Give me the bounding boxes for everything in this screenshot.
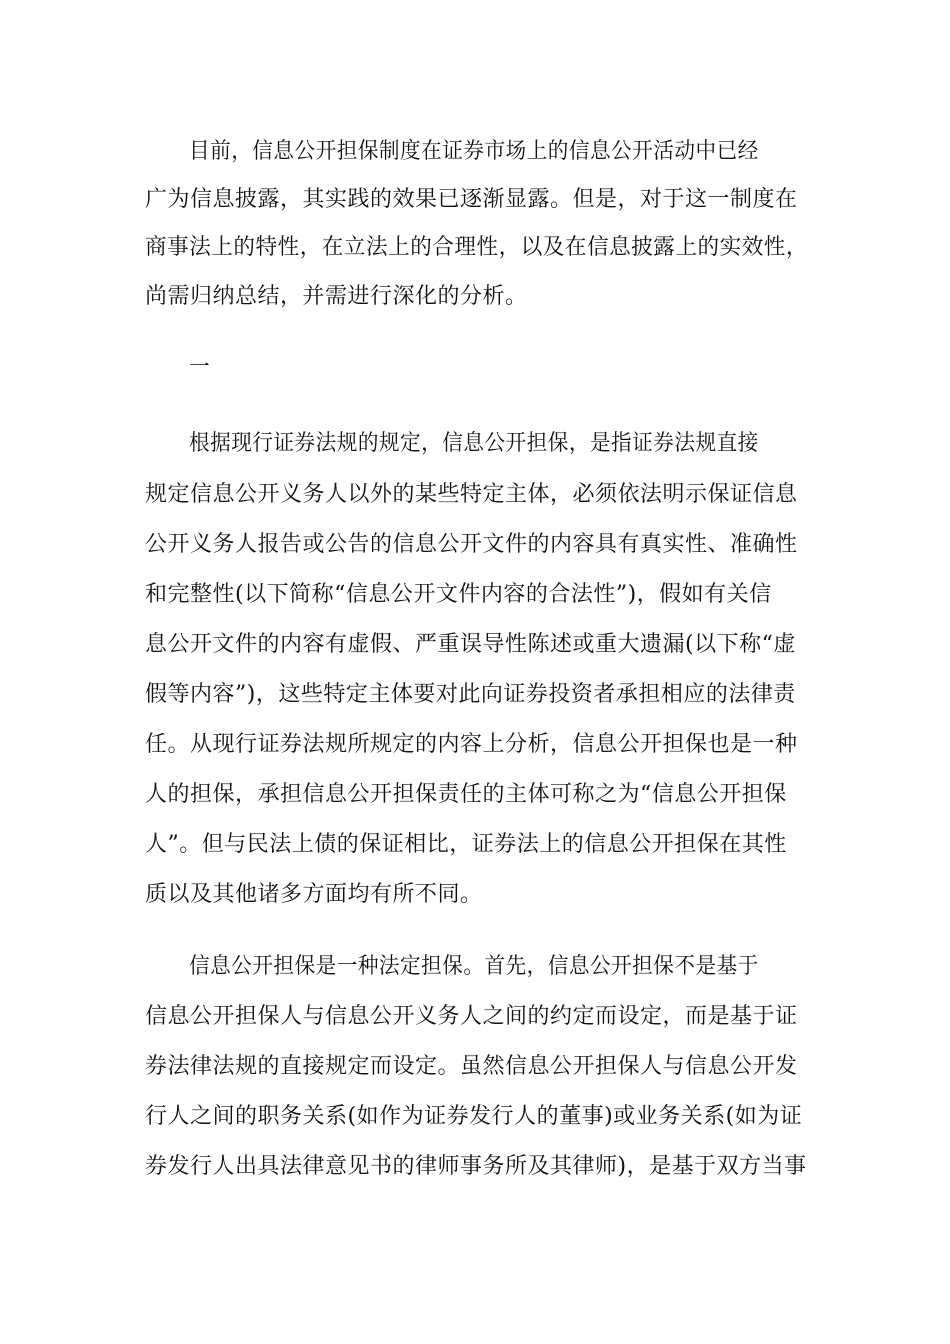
paragraph-2-line-4: 和完整性(以下简称“信息公开文件内容的合法性”)，假如有关信 <box>145 582 772 607</box>
paragraph-2-line-7: 任。从现行证券法规所规定的内容上分析，信息公开担保也是一种 <box>145 732 798 757</box>
paragraph-2-line-10: 质以及其他诸多方面均有所不同。 <box>145 882 483 907</box>
paragraph-3-line-3: 券法律法规的直接规定而设定。虽然信息公开担保人与信息公开发 <box>145 1054 798 1079</box>
paragraph-3-line-1: 信息公开担保是一种法定担保。首先，信息公开担保不是基于 <box>189 954 759 979</box>
paragraph-2-line-2: 规定信息公开义务人以外的某些特定主体，必须依法明示保证信息 <box>145 482 798 507</box>
paragraph-3-line-2: 信息公开担保人与信息公开义务人之间的约定而设定，而是基于证 <box>145 1004 798 1029</box>
paragraph-1-line-2: 广为信息披露，其实践的效果已逐渐显露。但是，对于这一制度在 <box>145 187 798 212</box>
paragraph-3-line-5: 券发行人出具法律意见书的律师事务所及其律师)，是基于双方当事 <box>145 1154 807 1179</box>
paragraph-2-line-3: 公开义务人报告或公告的信息公开文件的内容具有真实性、准确性 <box>145 532 798 557</box>
paragraph-2-line-1: 根据现行证券法规的规定，信息公开担保，是指证券法规直接 <box>189 431 759 456</box>
paragraph-1-line-3: 商事法上的特性，在立法上的合理性，以及在信息披露上的实效性， <box>145 235 809 260</box>
paragraph-2-line-8: 人的担保，承担信息公开担保责任的主体可称之为“信息公开担保 <box>145 782 787 807</box>
paragraph-2-line-6: 假等内容”)，这些特定主体要对此向证券投资者承担相应的法律责 <box>145 682 796 707</box>
paragraph-1-line-1: 目前，信息公开担保制度在证券市场上的信息公开活动中已经 <box>189 139 759 164</box>
paragraph-3-line-4: 行人之间的职务关系(如作为证券发行人的董事)或业务关系(如为证 <box>145 1104 803 1129</box>
paragraph-2-line-5: 息公开文件的内容有虚假、严重误导性陈述或重大遗漏(以下称“虚 <box>145 632 796 657</box>
section-heading: 一 <box>189 355 211 380</box>
paragraph-1-line-4: 尚需归纳总结，并需进行深化的分析。 <box>145 284 528 309</box>
paragraph-2-line-9: 人”。但与民法上债的保证相比，证券法上的信息公开担保在其性 <box>145 832 787 857</box>
